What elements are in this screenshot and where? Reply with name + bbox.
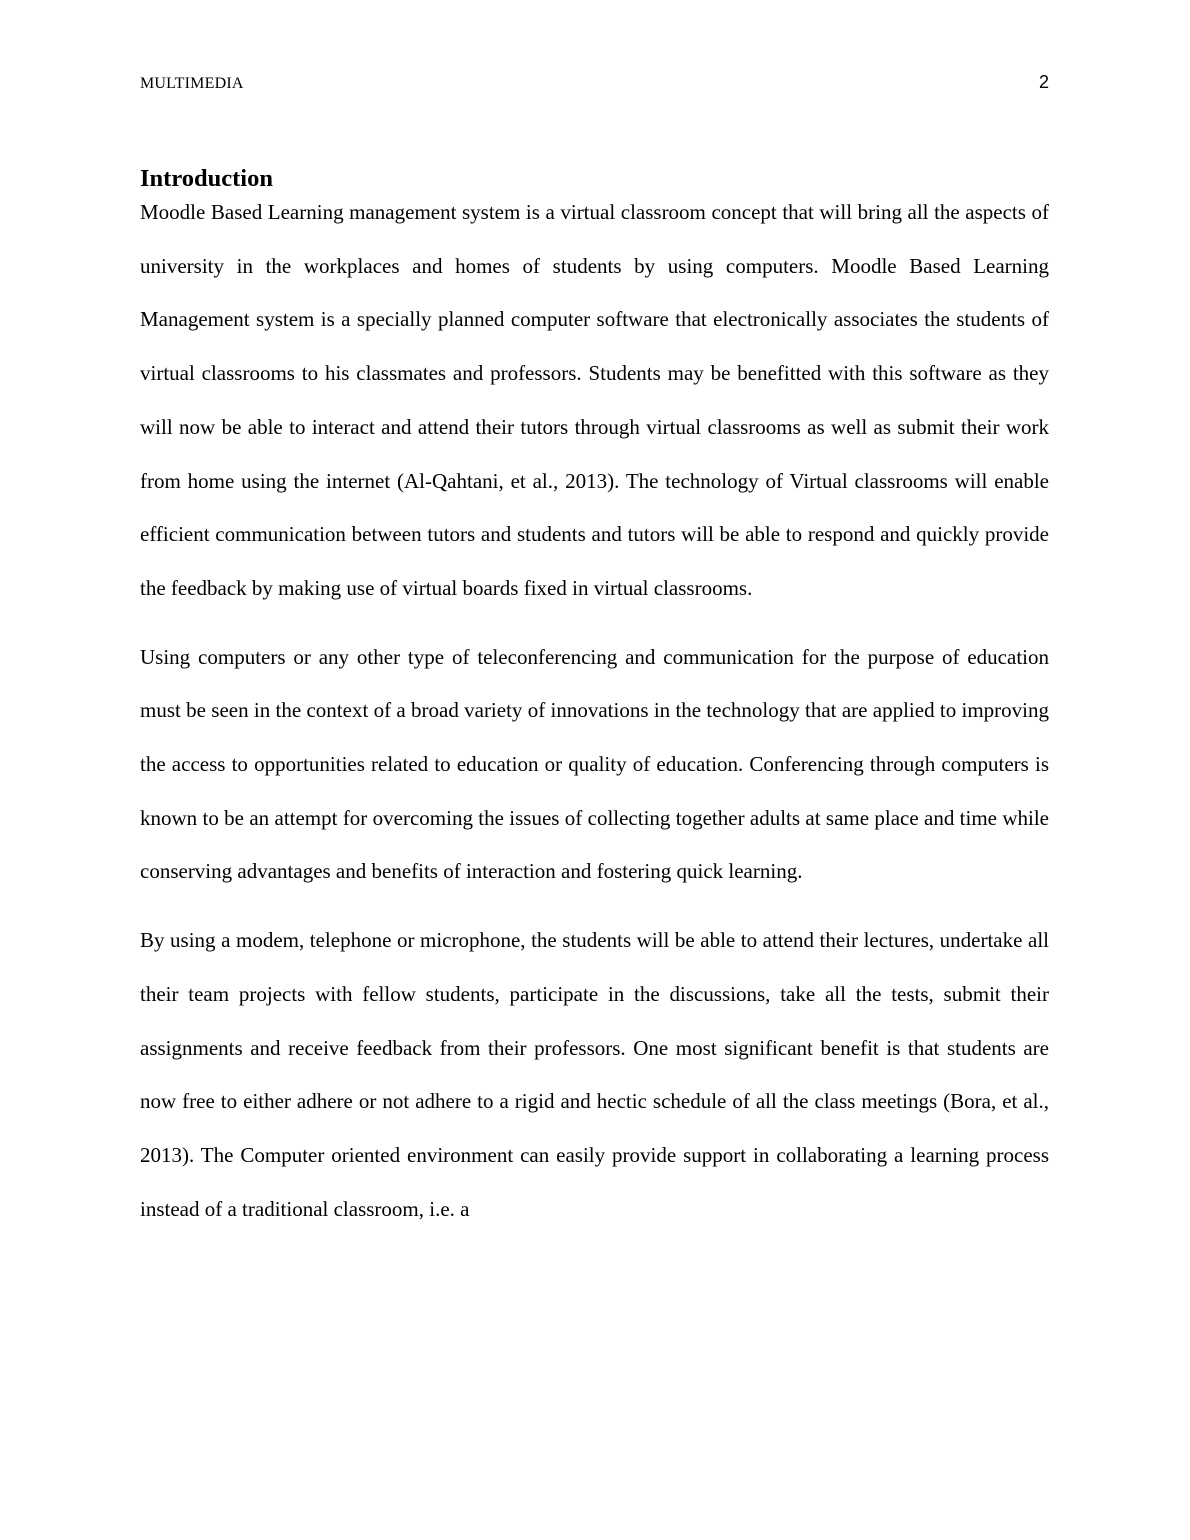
paragraph-2: Using computers or any other type of teleconferencing and communication for the purpose of education must be seen in the context of a broad variety of innovations in the technology that are applied to improving the access to opportunities related to education or quality of education. Conferencing through computers is known to be an attempt for overcoming the issues of collecting together adults at same place and time while conserving advantages and benefits of interaction and fostering quick learning. — [140, 644, 1049, 884]
paragraph-3: By using a modem, telephone or microphone, the students will be able to attend their lectures, undertake all their team projects with fellow students, participate in the discussions, take all the tests, submit their assignments and receive feedback from their professors. One most significant benefit is that students are now free to either adhere or not adhere to a rigid and hectic schedule of all the class meetings (Bora, et al., 2013). The Computer oriented environment can easily provide support in collaborating a learning process instead of a traditional classroom, i.e. a — [140, 928, 1049, 1221]
paragraph-1: Moodle Based Learning management system is a virtual classroom concept that will bring all the aspects of university in the workplaces and homes of students by using computers. Moodle Based Learning Management system is a specially planned computer software that electronically associates the students of virtual classrooms to his classmates and professors. Students may be benefitted with this software as they will now be able to interact and attend their tutors through virtual classrooms as well as submit their work from home using the internet (Al-Qahtani, et al., 2013). The technology of Virtual classrooms will enable efficient communication between tutors and students and tutors will be able to respond and quickly provide the feedback by making use of virtual boards fixed in virtual classrooms. — [140, 200, 1049, 600]
running-head: MULTIMEDIA — [140, 75, 244, 92]
page-number: 2 — [1038, 72, 1049, 92]
document-body — [140, 162, 1049, 1236]
section-heading: Introduction — [140, 165, 273, 192]
